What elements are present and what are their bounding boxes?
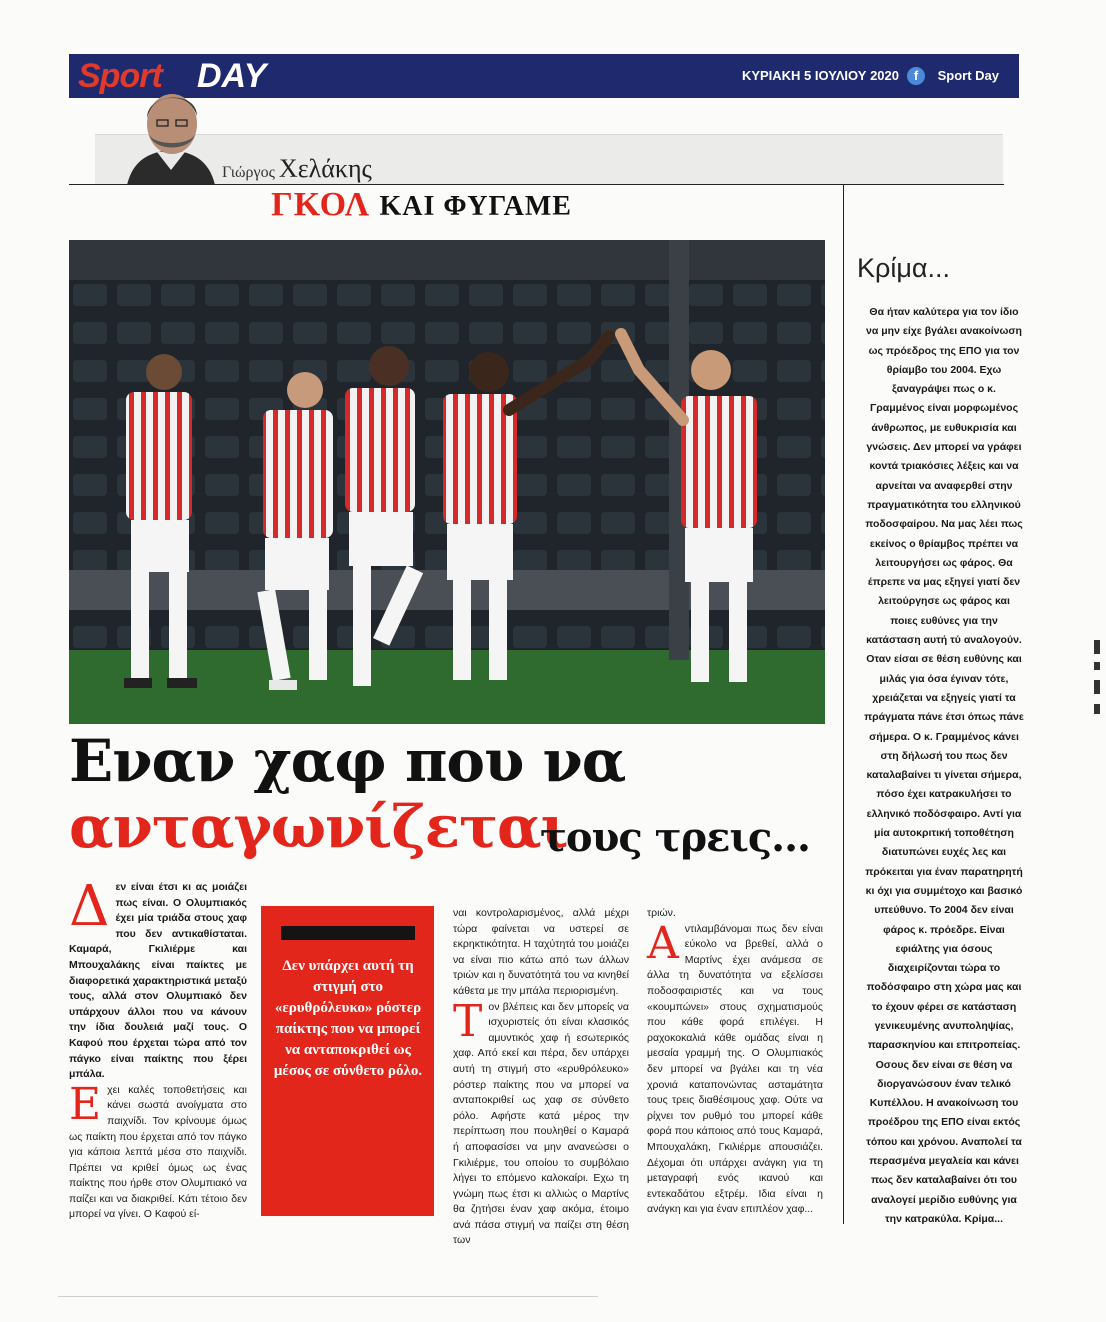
author-photo xyxy=(127,82,215,185)
sidebar-title: Κρίμα... xyxy=(857,253,951,283)
pull-quote-box xyxy=(261,906,434,1216)
article-paragraph: ναι κοντρολαρισμένος, αλλά μέχρι τώρα φαίνεται να υστερεί σε εκρηκτικότητα. Η ταχύτητά του μοιάζει να είναι πιο κάτω από των άλλων τριών και η δυνατότητά του να κινηθεί κάθετα με την μπάλα περιορισμένη. xyxy=(453,907,629,997)
players-celebration-photo xyxy=(69,240,825,724)
author-last-name: Χελάκης xyxy=(278,154,372,183)
pull-quote-bar xyxy=(281,926,415,940)
column-kicker xyxy=(0,186,843,224)
dropcap-alpha: Α xyxy=(647,917,679,969)
headline-line-2-red: ανταγωνίζεται xyxy=(69,793,568,861)
issue-date: ΚΥΡΙΑΚΗ 5 ΙΟΥΛΙΟΥ 2020 xyxy=(741,68,899,83)
dropcap-epsilon: Ε xyxy=(69,1078,102,1130)
column-top-rule xyxy=(69,184,1004,185)
bottom-rule xyxy=(58,1296,598,1297)
column-divider xyxy=(843,184,844,1224)
page-edge-marks xyxy=(1092,640,1102,730)
headline-line-2-end: τους τρεις... xyxy=(540,814,810,861)
article-column-1 xyxy=(69,874,247,1223)
kicker-black: ΚΑΙ ΦΥΓΑΜΕ xyxy=(379,191,572,222)
sidebar-text: Θα ήταν καλύτερα για τον ίδιο να μην είχε βγάλει ανακοίνωση ως πρόεδρος της ΕΠΟ για τον θρίαμβο του 2004. Εχω ξαναγράψει πως ο κ. Γραμμένος είναι μορφωμένος άνθρωπος, με ευθυκρισία και γνώσεις. Δεν μπορεί να γράφει κοντά τριακόσιες λέξεις και να αρνείται να αναφερθεί στην πραγματικότητα του ελληνικού ποδοσφαίρου. Να μας λέει πως εκείνος ο θρίαμβος πρέπει να λειτουργήσει ως φάρος. Θα έπρεπε να μας εξηγεί γιατί δεν λειτούργησε ως φάρος και ποιες ευθύνες για την κατάσταση αυτή τύ αναλογούν. Οταν είσαι σε θέση ευθύνης και μιλάς για όσα έγιναν τότε, χρειάζεται να εξηγείς γιατί τα πράγματα πάνε έτσι όπως πάνε σήμερα. Ο κ. Γραμμένος κάνει στη δήλωσή του πως δεν καταλαβαίνει τι γίνεται σήμερα, πόσο έχει κατρακυλήσει το ελληνικό ποδόσφαιρο. Αντί για μία αυτοκριτική τοποθέτηση διατυπώνει ευχές λες και πρόκειται για έναν παρατηρητή κι όχι για συμμέτοχο και βασικό υπεύθυνο. Το 2004 δεν είναι φάρος κ. πρόεδρε. Είναι εφιάλτης για όσους διαχειρίζονται τώρα το ποδόσφαιρο στη χώρα μας και το έχουν φέρει σε κατάσταση γενικευμένης ανυποληψίας, παρασκηνίου και επιτροπείας. Οσους δεν είναι σε θέση να διοργανώσουν έναν τελικό Κυπέλλου. Η ανακοίνωση του προέδρου της ΕΠΟ είναι εκτός τόπου και χρόνου. Αναπολεί τα περασμένα μεγαλεία και κάνει πως δεν καταλαβαίνει ότι του αναλογεί μερίδιο ευθύνης για την κατρακύλα. Κρίμα... xyxy=(864,306,1024,1225)
kicker-red: ΓΚΟΛ xyxy=(271,186,371,223)
article-paragraph: τριών. xyxy=(647,907,676,919)
headline-line-1: Εναν χαφ που να xyxy=(69,727,626,795)
article-paragraph: ντιλαμβάνομαι πως δεν είναι εύκολο να βρεθεί, αλλά ο Μαρτίνς έχει ανάμεσα σε άλλα τη δυνατότητα να εξελίσσει ποδοσφαιριστές και να τους «κουμπώνει» στους σχηματισμούς που κάθε φορά επιλέγει. Η ραχοκοκαλιά κάθε ομάδας είναι η μεσαία γραμμή της. Ο Ολυμπιακός δεν μπορεί να βγάλει και τη νέα χρονιά καταπονώντας ασταμάτητα τους τρεις διαθέσιμους χαφ. Ούτε να ρίχνει τον ρυθμό του μπορεί κάθε φορά που κάποιος από τους Καμαρά, Μπουχαλάκη, Γκιλιέρμε απουσιάζει. Δέχομαι ότι υπάρχει ανάγκη για τη μεταγραφή ενός ικανού και εντεκαδάτου εξτρέμ. Ιδια είναι η ανάγκη και για έναν επιπλέον χαφ... xyxy=(647,922,823,1216)
article-column-3 xyxy=(453,906,629,1249)
article-paragraph: χει καλές τοποθετήσεις και κάνει σωστά ανοίγματα στο παιχνίδι. Τον κρίνουμε όμως ως παίκτη που έρχεται από τον πάγκο για κάποια λεπτά μέσα στο παιχνίδι. Πρέπει να κριθεί όμως ως ένας παίκτης που ήρθε στον Ολυμπιακό να παίζει και να διακριθεί. Κάτι τέτοιο δεν μπορεί να γίνει. Ο Καφού εί- xyxy=(69,1083,247,1221)
facebook-icon: f xyxy=(907,67,925,85)
article-column-4 xyxy=(647,906,823,1218)
dropcap-tau: Τ xyxy=(453,995,483,1047)
dropcap-delta: Δ xyxy=(69,874,110,939)
author-first-name: Γιώργος xyxy=(222,164,275,181)
article-lead: εν είναι έτσι κι ας μοιάζει πως είναι. Ο Ολυμπιακός έχει μία τριάδα στους χαφ που δεν αντικαθίσταται. Καμαρά, Γκιλιέρμε και Μπουχαλάκης είναι παίκτες με διαφορετικά χαρακτηριστικά μεταξύ τους, αλλά στον Ολυμπιακό δεν υπάρχουν άλλοι που να κάνουν την ίδια δουλειά μαζί τους. Ο Καφού που έρχεται τώρα από τον πάγκο είναι παίκτης που ξέρει μπάλα. xyxy=(69,881,247,1081)
social-handle: Sport Day xyxy=(937,68,999,83)
article-paragraph: ον βλέπεις και δεν μπορείς να ισχυριστείς ότι είναι κλασικός αμυντικός χαφ ή εσωτερικός χαφ. Από εκεί και πέρα, δεν υπάρχει αυτή τη στιγμή στο «ερυθρόλευκο» ρόστερ παίκτης που να μπορεί να ανταποκριθεί ως χαφ σε σύνθετο ρόλο. Αφήστε κατά μέρος την περίπτωση που πουληθεί ο Καμαρά ή αποφασίσει να μην ανανεώσει ο Γκιλιέρμε, του οποίου το συμβόλαιο λήγει το επόμενο καλοκαίρι. Εχω τη γνώμη πως έτσι κι αλλιώς ο Μαρτίνς θα ζητήσει έναν χαφ ακόμα, έτοιμο ανά πάσα στιγμή να παίζει στη θέση των xyxy=(453,1000,629,1247)
logo-day: DAY xyxy=(197,57,267,95)
pull-quote-text: Δεν υπάρχει αυτή τη στιγμή στο «ερυθρόλευκο» ρόστερ παίκτης που να μπορεί να ανταποκριθεί ως μέσος σε σύνθετο ρόλο. xyxy=(273,958,423,1079)
logo-sport: Sport xyxy=(78,57,162,95)
author-name xyxy=(222,154,372,184)
